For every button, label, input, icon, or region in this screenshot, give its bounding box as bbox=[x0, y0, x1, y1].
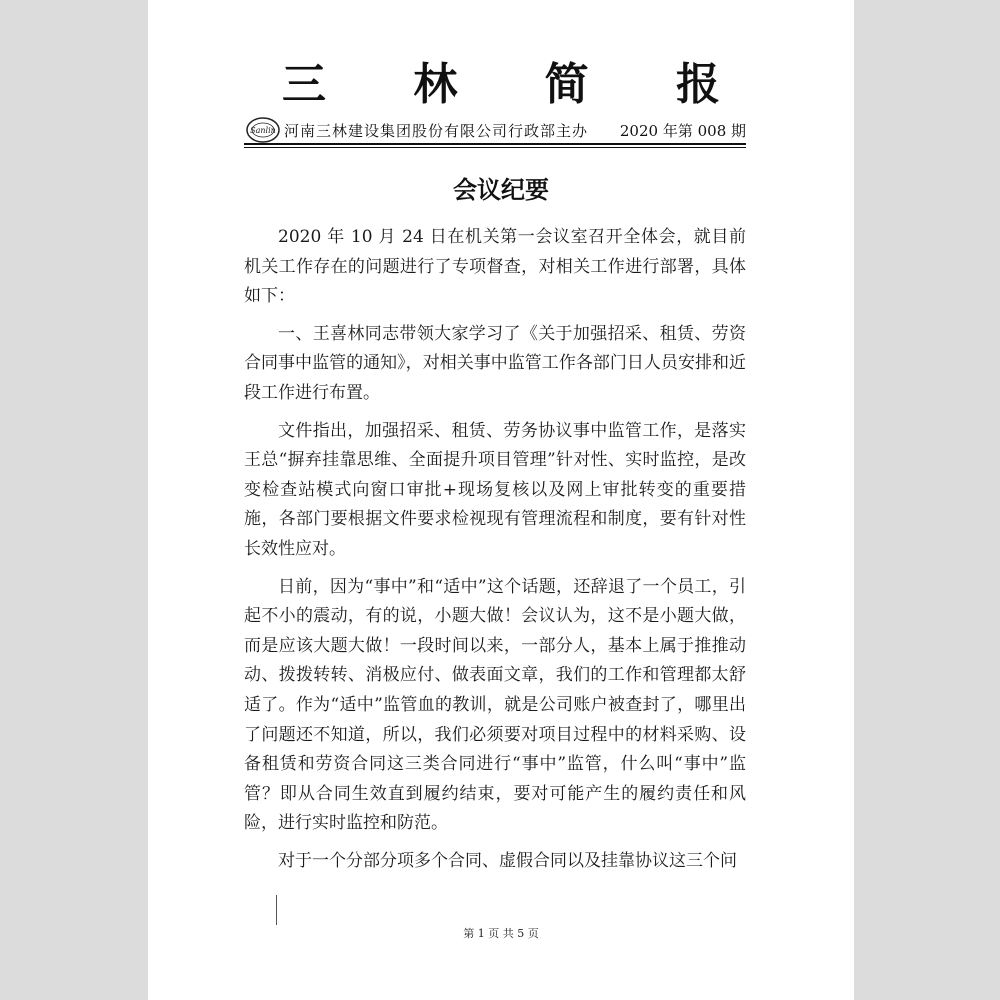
paragraph: 文件指出，加强招采、租赁、劳务协议事中监管工作，是落实王总“摒弃挂靠思维、全面提升项目管理”针对性、实时监控，是改变检查站模式向窗口审批+现场复核以及网上审批转变的重要措施，各部门要根据文件要求检视现有管理流程和制度，要有针对性长效性应对。 bbox=[244, 420, 746, 559]
page-footer: 第 1 页 共 5 页 bbox=[463, 927, 539, 940]
paragraph: 对于一个分部分项多个合同、虚假合同以及挂靠协议这三个问 bbox=[278, 850, 737, 871]
paragraph: 一、王喜林同志带领大家学习了《关于加强招采、租赁、劳资合同事中监管的通知》，对相关事中监管工作各部门日人员安排和近段工作进行布置。 bbox=[244, 323, 746, 403]
header-rule-thin bbox=[244, 147, 746, 148]
company-logo-icon bbox=[246, 117, 280, 143]
document-title: 会议纪要 bbox=[453, 175, 549, 204]
paragraph: 2020 年 10 月 24 日在机关第一会议室召开全体会，就目前机关工作存在的问题进行了专项督查，对相关工作进行部署，具体如下： bbox=[244, 227, 746, 307]
document-page bbox=[148, 0, 854, 1000]
svg-text:Sanlin: Sanlin bbox=[250, 126, 276, 135]
publisher-name: 河南三林建设集团股份有限公司行政部主办 bbox=[284, 122, 589, 140]
scan-artifact bbox=[276, 895, 277, 925]
masthead-title: 三 林 简 报 bbox=[282, 59, 756, 110]
document-body bbox=[244, 223, 746, 884]
header-rule bbox=[244, 143, 746, 145]
issue-number: 2020 年第 008 期 bbox=[619, 122, 746, 140]
paragraph: 日前，因为“事中”和“适中”这个话题，还辞退了一个员工，引起不小的震动，有的说，小题大做！会议认为，这不是小题大做，而是应该大题大做！一段时间以来，一部分人，基本上属于推推动动、拨拨转转、消极应付、做表面文章，我们的工作和管理都太舒适了。作为“适中”监管血的教训，就是公司账户被查封了，哪里出了问题还不知道，所以，我们必须要对项目过程中的材料采购、设备租赁和劳资合同这三类合同进行“事中”监管，什么叫“事中”监管？即从合同生效直到履约结束，要对可能产生的履约责任和风险，进行实时监控和防范。 bbox=[244, 576, 746, 834]
